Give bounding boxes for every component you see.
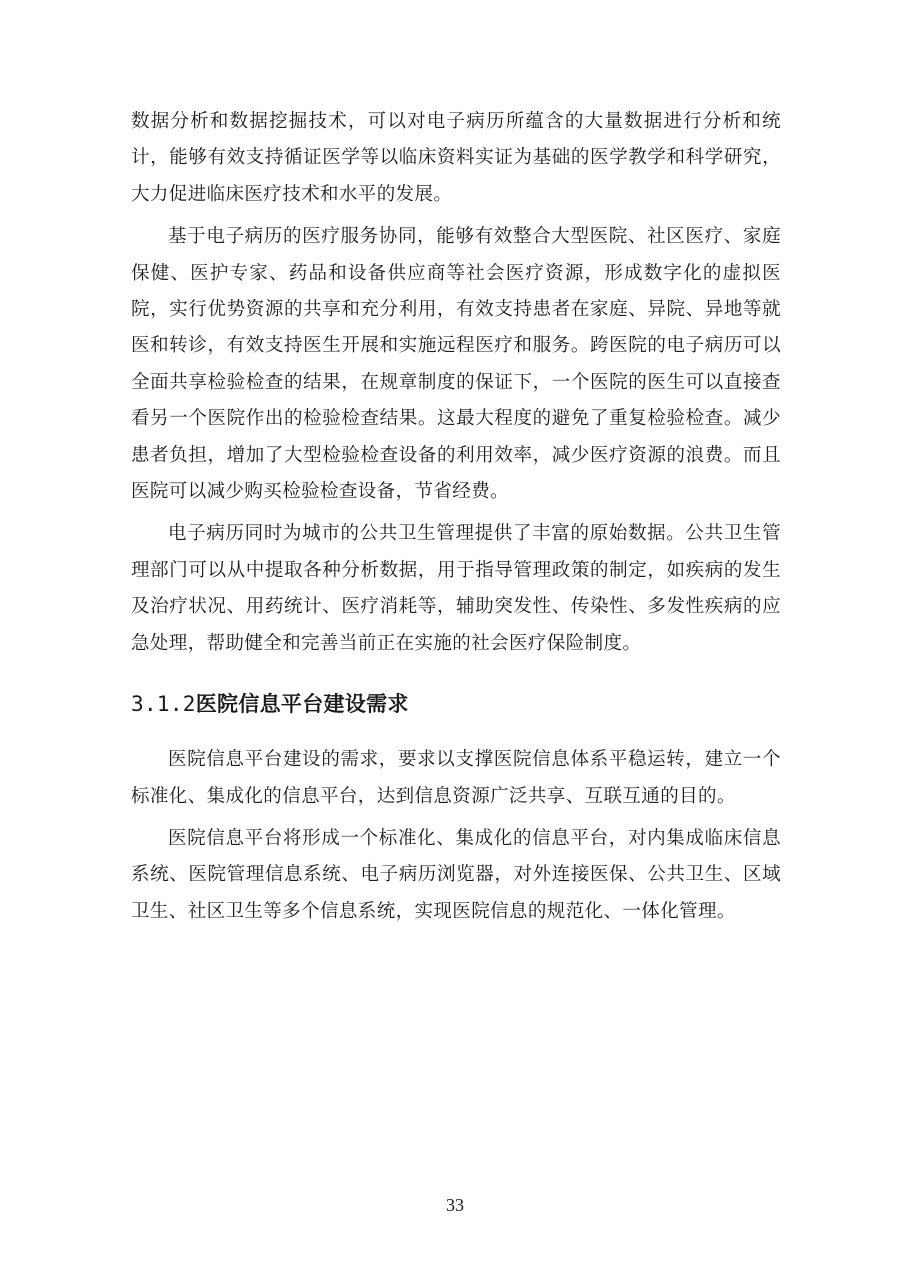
section-heading [131, 684, 781, 724]
body-paragraph-3: 电子病历同时为城市的公共卫生管理提供了丰富的原始数据。公共卫生管理部门可以从中提取各种分析数据，用于指导管理政策的制定，如疾病的发生及治疗状况、用药统计、医疗消耗等，辅助突发性、传染性、多发性疾病的应急处理，帮助健全和完善当前正在实施的社会医疗保险制度。 [131, 523, 781, 654]
body-paragraph-2: 基于电子病历的医疗服务协同，能够有效整合大型医院、社区医疗、家庭保健、医护专家、药品和设备供应商等社会医疗资源，形成数字化的虚拟医院，实行优势资源的共享和充分利用，有效支持患者在家庭、异院、异地等就医和转诊，有效支持医生开展和实施远程医疗和服务。跨医院的电子病历可以全面共享检验检查的结果，在规章制度的保证下，一个医院的医生可以直接查看另一个医院作出的检验检查结果。这最大程度的避免了重复检验检查。减少患者负担，增加了大型检验检查设备的利用效率，减少医疗资源的浪费。而且医院可以减少购买检验检查设备，节省经费。 [131, 226, 781, 503]
page-content [131, 104, 781, 930]
section-number: 3.1.2 [131, 692, 196, 717]
body-paragraph-5: 医院信息平台将形成一个标准化、集成化的信息平台，对内集成临床信息系统、医院管理信息系统、电子病历浏览器，对外连接医保、公共卫生、区域卫生、社区卫生等多个信息系统，实现医院信息的规范化、一体化管理。 [131, 827, 781, 922]
page-number: 33 [446, 1195, 464, 1215]
body-paragraph-1: 数据分析和数据挖掘技术，可以对电子病历所蕴含的大量数据进行分析和统计，能够有效支持循证医学等以临床资料实证为基础的医学教学和科学研究，大力促进临床医疗技术和水平的发展。 [131, 111, 781, 205]
body-paragraph-4: 医院信息平台建设的需求，要求以支撑医院信息体系平稳运转，建立一个标准化、集成化的信息平台，达到信息资源广泛共享、互联互通的目的。 [131, 749, 781, 807]
section-title: 医院信息平台建设需求 [195, 691, 409, 717]
